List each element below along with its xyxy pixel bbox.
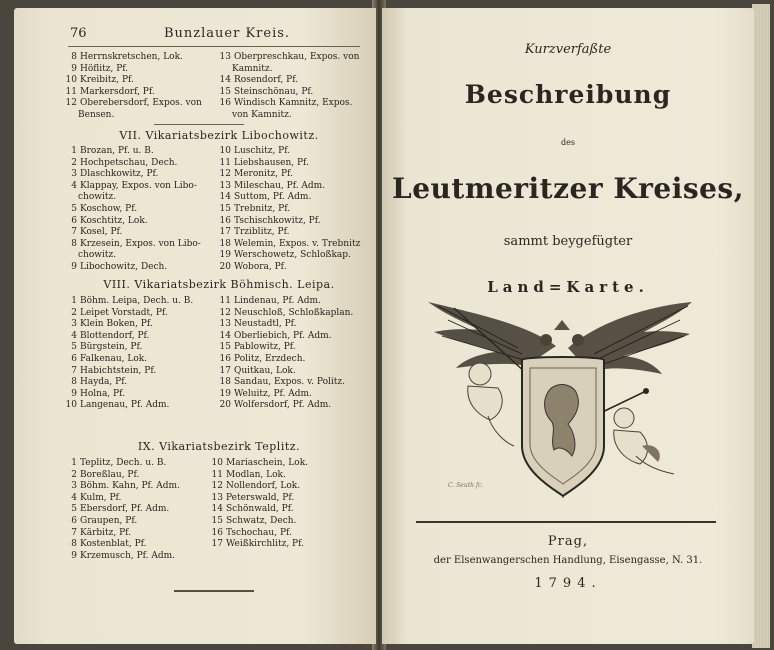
entry-text: Suttom, Pf. Adm. (234, 192, 312, 203)
entry-text: Koschtitz, Lok. (80, 215, 148, 226)
section-ix-list-left (64, 458, 180, 562)
section-vii-list-left (64, 146, 201, 274)
entry-text: Modlan, Lok. (226, 469, 286, 480)
entry-number: 7 (71, 527, 77, 538)
imprint-place: Prag, (547, 534, 589, 549)
entry-text: Oberpreschkau, Expos. von (234, 52, 360, 62)
entry-text: Markersdorf, Pf. (80, 86, 155, 97)
parish-entry (64, 216, 201, 228)
entry-number: 16 (211, 527, 223, 538)
entry-number: 15 (219, 86, 231, 97)
title-line-beschreibung: Beschreibung (464, 80, 672, 109)
entry-text: Krzemusch, Pf. Adm. (80, 550, 176, 561)
engraver-signature: C. Seuth fc. (448, 482, 484, 489)
parish-entry (210, 504, 308, 516)
entry-number: 5 (71, 342, 77, 353)
entry-number: 11 (65, 86, 77, 97)
entry-text: Tschochau, Pf. (226, 527, 292, 538)
cherub-left (468, 363, 514, 446)
entry-text: Blottendorf, Pf. (80, 330, 150, 341)
parish-entry (64, 331, 193, 343)
entry-text: chowitz. (78, 250, 117, 261)
entry-text: Libochowitz, Dech. (80, 261, 168, 272)
title-line-leutmeritzer: Leutmeritzer Kreises, (392, 172, 744, 205)
left-page (14, 8, 376, 644)
entry-number: 14 (211, 504, 223, 515)
parish-entry (218, 239, 360, 251)
parish-entry (218, 308, 353, 320)
entry-text: Liebshausen, Pf. (234, 157, 309, 168)
entry-number: 12 (65, 98, 77, 109)
entry-number: 4 (71, 180, 77, 191)
entry-text: Welemin, Expos. v. Trebnitz (234, 238, 361, 249)
entry-text: Höflitz, Pf. (80, 63, 129, 74)
entry-number: 3 (71, 169, 77, 180)
head-rule (68, 46, 360, 47)
entry-number: 11 (211, 469, 223, 480)
entry-text: Böhm. Kahn, Pf. Adm. (80, 481, 180, 492)
entry-number: 6 (71, 215, 77, 226)
section-rule (154, 124, 244, 125)
entry-text: Sandau, Expos. v. Politz. (234, 377, 345, 388)
entry-text: Oberebersdorf, Expos. von (80, 98, 202, 109)
parish-entry (210, 493, 308, 505)
entry-number: 9 (71, 388, 77, 399)
entry-number: 7 (71, 365, 77, 376)
parish-entry (210, 539, 308, 551)
entry-number: 1 (71, 296, 77, 306)
parish-entry (218, 98, 359, 110)
entry-number: 13 (219, 319, 231, 330)
entry-number: 14 (219, 192, 231, 203)
entry-text: Windisch Kamnitz, Expos. (234, 98, 353, 109)
section-vii-list-right (218, 146, 360, 274)
entry-text: Neustadtl, Pf. (234, 319, 297, 330)
running-title: Bunzlauer Kreis. (164, 26, 291, 41)
entry-number: 17 (219, 227, 231, 238)
top-list-right (218, 52, 359, 122)
parish-entry (218, 377, 353, 389)
title-line-des: des (561, 138, 575, 147)
entry-text: Leipet Vorstadt, Pf. (80, 307, 168, 318)
parish-entry (218, 169, 360, 181)
parish-entry (64, 158, 201, 170)
parish-entry (210, 481, 308, 493)
parish-entry (218, 87, 359, 99)
entry-text: Koschow, Pf. (80, 203, 138, 214)
entry-text: Tschischkowitz, Pf. (234, 215, 321, 226)
entry-text: Böhm. Leipa, Dech. u. B. (80, 296, 194, 306)
entry-number: 9 (71, 550, 77, 561)
entry-number: 7 (71, 227, 77, 238)
parish-entry (218, 192, 360, 204)
entry-number: 16 (219, 353, 231, 364)
entry-number: 3 (71, 319, 77, 330)
entry-number: 1 (71, 458, 77, 468)
entry-text: Lindenau, Pf. Adm. (234, 296, 321, 306)
parish-entry (64, 192, 201, 204)
entry-text: Weluitz, Pf. Adm. (234, 388, 312, 399)
entry-text: Kärbitz, Pf. (80, 527, 132, 538)
parish-entry (218, 319, 353, 331)
parish-entry (218, 331, 353, 343)
entry-text: Hochpetschau, Dech. (80, 157, 178, 168)
parish-entry (64, 296, 193, 308)
parish-entry (64, 181, 201, 193)
entry-number: 8 (71, 539, 77, 550)
entry-number: 9 (71, 261, 77, 272)
entry-text: von Kamnitz. (232, 109, 292, 120)
entry-number: 20 (219, 261, 231, 272)
top-list-left (64, 52, 202, 122)
entry-text: Weißkirchlitz, Pf. (226, 539, 304, 550)
imprint-rule (416, 521, 716, 523)
parish-entry (218, 354, 353, 366)
entry-text: Quitkau, Lok. (234, 365, 296, 376)
parish-entry (218, 216, 360, 228)
entry-number: 19 (219, 388, 231, 399)
entry-text: Falkenau, Lok. (80, 353, 148, 364)
entry-number: 11 (219, 157, 231, 168)
section-heading-vii: VII. Vikariatsbezirk Libochowitz. (119, 129, 319, 142)
page-edges (752, 4, 770, 648)
parish-entry (64, 493, 180, 505)
entry-number: 13 (211, 492, 223, 503)
parish-entry (64, 75, 202, 87)
entry-text: Trziblitz, Pf. (234, 227, 290, 238)
entry-text: Kostenblat, Pf. (80, 539, 147, 550)
parish-entry (64, 400, 193, 412)
entry-number: 9 (71, 63, 77, 74)
parish-entry (64, 551, 180, 563)
parish-entry (64, 504, 180, 516)
parish-entry (64, 539, 180, 551)
entry-number: 10 (211, 458, 223, 468)
parish-entry (64, 250, 201, 262)
parish-entry (218, 342, 353, 354)
entry-number: 13 (219, 180, 231, 191)
entry-text: Kamnitz. (232, 63, 273, 74)
entry-text: Teplitz, Dech. u. B. (80, 458, 167, 468)
section-heading-viii: VIII. Vikariatsbezirk Böhmisch. Leipa. (103, 278, 335, 291)
title-line-landkarte: Land=Karte. (487, 278, 649, 296)
entry-text: Klappay, Expos. von Libo- (80, 180, 197, 191)
parish-entry (218, 262, 360, 274)
entry-number: 2 (71, 157, 77, 168)
parish-entry (64, 458, 180, 470)
entry-number: 8 (71, 377, 77, 388)
imprint-year: 1794. (534, 576, 602, 591)
parish-entry (64, 342, 193, 354)
entry-text: Neuschloß, Schloßkaplan. (234, 307, 354, 318)
entry-text: Schwatz, Dech. (226, 515, 297, 526)
entry-number: 10 (65, 400, 77, 411)
parish-entry (64, 98, 202, 110)
parish-entry (218, 52, 359, 64)
entry-number: 5 (71, 203, 77, 214)
entry-text: Bensen. (78, 109, 115, 120)
section-viii-list-left (64, 296, 193, 412)
entry-text: Holna, Pf. (80, 388, 125, 399)
entry-number: 20 (219, 400, 231, 411)
entry-text: Wolfersdorf, Pf. Adm. (234, 400, 332, 411)
entry-number: 1 (71, 146, 77, 156)
parish-entry (218, 227, 360, 239)
entry-number: 15 (219, 203, 231, 214)
entry-text: Schönwald, Pf. (226, 504, 294, 515)
entry-number: 8 (71, 52, 77, 62)
entry-text: Mileschau, Pf. Adm. (234, 180, 326, 191)
entry-text: Werschowetz, Schloßkap. (234, 250, 351, 261)
entry-number: 8 (71, 238, 77, 249)
parish-entry (64, 239, 201, 251)
entry-text: Klein Boken, Pf. (80, 319, 153, 330)
parish-entry (218, 75, 359, 87)
parish-entry (210, 516, 308, 528)
parish-entry (64, 389, 193, 401)
parish-entry (64, 146, 201, 158)
parish-entry (64, 52, 202, 64)
entry-text: Nollendorf, Lok. (226, 481, 301, 492)
parish-entry (210, 470, 308, 482)
entry-number: 18 (219, 377, 231, 388)
entry-number: 2 (71, 307, 77, 318)
entry-number: 14 (219, 75, 231, 86)
parish-entry (64, 528, 180, 540)
section-heading-ix: IX. Vikariatsbezirk Teplitz. (137, 440, 301, 453)
title-line-kurzverfasste: Kurzverfaßte (524, 42, 612, 57)
entry-number: 10 (219, 146, 231, 156)
entry-number: 4 (71, 330, 77, 341)
entry-number: 15 (219, 342, 231, 353)
entry-text: Peterswald, Pf. (226, 492, 295, 503)
parish-entry (64, 516, 180, 528)
parish-entry (218, 204, 360, 216)
page-number: 76 (70, 26, 87, 41)
section-ix-list-right (210, 458, 308, 551)
parish-entry (64, 319, 193, 331)
parish-entry (210, 458, 308, 470)
entry-text: Ebersdorf, Pf. Adm. (80, 504, 170, 515)
entry-text: Krzesein, Expos. von Libo- (80, 238, 201, 249)
entry-number: 12 (211, 481, 223, 492)
parish-entry (64, 169, 201, 181)
parish-entry (218, 110, 359, 122)
entry-number: 14 (219, 330, 231, 341)
parish-entry (210, 528, 308, 540)
entry-text: Luschitz, Pf. (234, 146, 291, 156)
entry-text: Langenau, Pf. Adm. (80, 400, 170, 411)
parish-entry (64, 481, 180, 493)
entry-number: 10 (65, 75, 77, 86)
entry-text: Graupen, Pf. (80, 515, 138, 526)
entry-number: 6 (71, 353, 77, 364)
parish-entry (64, 354, 193, 366)
parish-entry (64, 110, 202, 122)
running-head (14, 26, 376, 46)
entry-text: Herrnskretschen, Lok. (80, 52, 183, 62)
entry-text: Meronitz, Pf. (234, 169, 293, 180)
entry-text: Brozan, Pf. u. B. (80, 146, 154, 156)
entry-number: 16 (219, 98, 231, 109)
parish-entry (64, 377, 193, 389)
entry-number: 3 (71, 481, 77, 492)
parish-entry (218, 181, 360, 193)
right-page-title (382, 8, 754, 644)
entry-number: 2 (71, 469, 77, 480)
entry-text: Politz, Erzdech. (234, 353, 306, 364)
entry-text: Pablowitz, Pf. (234, 342, 296, 353)
entry-number: 17 (211, 539, 223, 550)
entry-number: 15 (211, 515, 223, 526)
entry-text: Dlaschkowitz, Pf. (80, 169, 159, 180)
parish-entry (64, 64, 202, 76)
parish-entry (218, 296, 353, 308)
imprint-publisher: der Elsenwangerschen Handlung, Eisengasse, N. 31. (433, 555, 703, 566)
entry-number: 6 (71, 515, 77, 526)
entry-number: 11 (219, 296, 231, 306)
entry-text: Rosendorf, Pf. (234, 75, 299, 86)
entry-text: Oberliebich, Pf. Adm. (234, 330, 332, 341)
entry-number: 12 (219, 169, 231, 180)
entry-text: Boreßlau, Pf. (80, 469, 140, 480)
parish-entry (218, 250, 360, 262)
entry-text: Hayda, Pf. (80, 377, 128, 388)
parish-entry (218, 400, 353, 412)
entry-text: Trebnitz, Pf. (234, 203, 291, 214)
entry-text: Steinschönau, Pf. (234, 86, 314, 97)
parish-entry (64, 262, 201, 274)
parish-entry (218, 64, 359, 76)
parish-entry (218, 389, 353, 401)
bottom-rule (174, 590, 254, 592)
entry-number: 19 (219, 250, 231, 261)
parish-entry (64, 204, 201, 216)
title-line-sammt: sammt beygefügter (503, 234, 633, 249)
parish-entry (218, 146, 360, 158)
section-viii-list-right (218, 296, 353, 412)
entry-text: Kosel, Pf. (80, 227, 123, 238)
entry-text: Mariaschein, Lok. (226, 458, 309, 468)
parish-entry (218, 158, 360, 170)
entry-number: 13 (219, 52, 231, 62)
entry-number: 16 (219, 215, 231, 226)
entry-text: chowitz. (78, 192, 117, 203)
entry-number: 5 (71, 504, 77, 515)
entry-text: Bürgstein, Pf. (80, 342, 143, 353)
entry-text: Kreibitz, Pf. (80, 75, 134, 86)
parish-entry (64, 366, 193, 378)
cherub-right (614, 408, 674, 474)
entry-number: 17 (219, 365, 231, 376)
parish-entry (64, 308, 193, 320)
entry-number: 18 (219, 238, 231, 249)
parish-entry (64, 227, 201, 239)
entry-text: Kulm, Pf. (80, 492, 122, 503)
parish-entry (64, 87, 202, 99)
parish-entry (64, 470, 180, 482)
entry-text: Habichtstein, Pf. (80, 365, 157, 376)
eagle-vignette-illustration (418, 296, 698, 508)
entry-number: 4 (71, 492, 77, 503)
parish-entry (218, 366, 353, 378)
entry-text: Wobora, Pf. (234, 261, 287, 272)
entry-number: 12 (219, 307, 231, 318)
